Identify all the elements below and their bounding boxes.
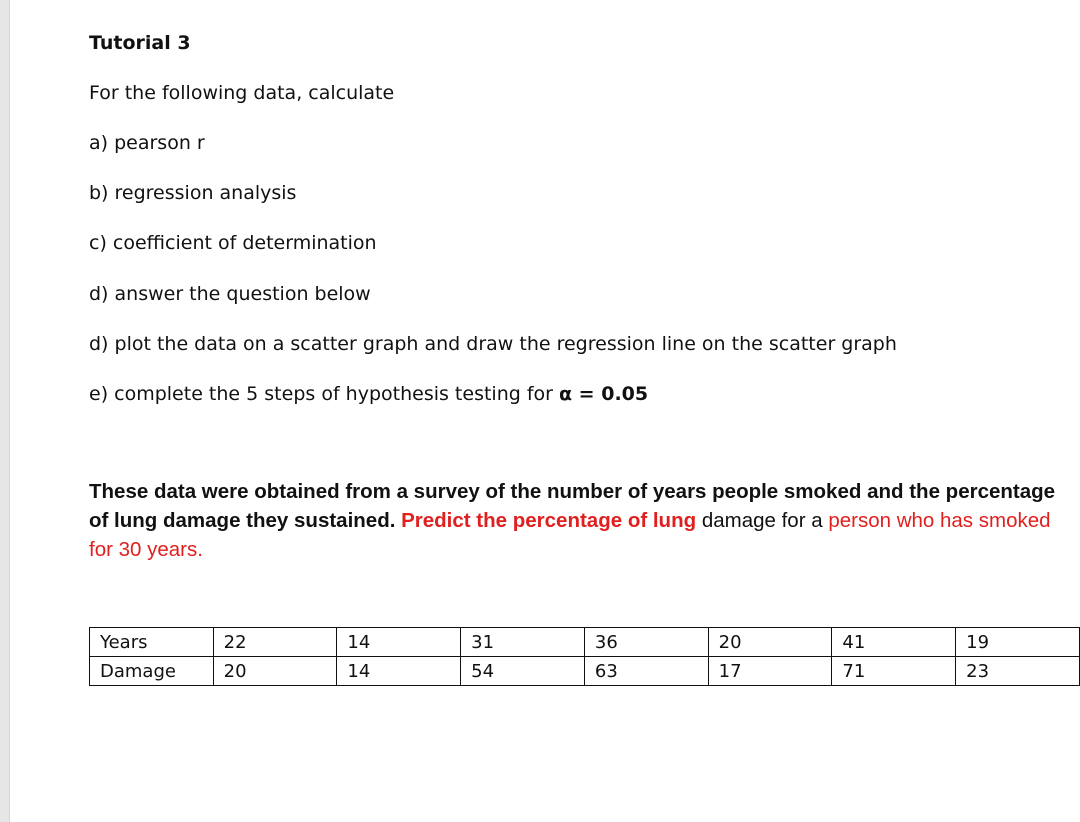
table-cell: 71 [832, 657, 956, 686]
table-cell: 20 [708, 628, 832, 657]
task-a: a) pearson r [89, 132, 205, 154]
table-cell: 22 [213, 628, 337, 657]
document-title: Tutorial 3 [89, 32, 191, 54]
problem-statement: These data were obtained from a survey of the number of years people smoked and the percentage of lung damage they sustained. [89, 480, 1056, 532]
row-label-years: Years [90, 628, 214, 657]
task-c: c) coefficient of determination [89, 232, 377, 254]
table-cell: 17 [708, 657, 832, 686]
table-cell: 23 [956, 657, 1080, 686]
alpha-value: α = 0.05 [559, 383, 649, 405]
table-cell: 31 [461, 628, 585, 657]
table-row-years [90, 628, 1080, 657]
task-d-answer: d) answer the question below [89, 283, 371, 305]
page-edge [0, 0, 10, 822]
table-cell: 14 [337, 628, 461, 657]
prediction-question-end: person who has smoked for 30 years. [89, 509, 1051, 561]
task-b: b) regression analysis [89, 182, 297, 204]
table-cell: 36 [584, 628, 708, 657]
row-label-damage: Damage [90, 657, 214, 686]
table-cell: 19 [956, 628, 1080, 657]
prediction-question-middle: damage for a [701, 509, 829, 532]
table-cell: 14 [337, 657, 461, 686]
task-d-plot: d) plot the data on a scatter graph and draw the regression line on the scatter graph [89, 333, 897, 355]
task-e [89, 382, 648, 406]
problem-paragraph [89, 477, 1074, 564]
intro-text: For the following data, calculate [89, 82, 395, 104]
table-row-damage [90, 657, 1080, 686]
table-cell: 20 [213, 657, 337, 686]
data-table [89, 627, 1080, 686]
table-cell: 63 [584, 657, 708, 686]
task-e-text: e) complete the 5 steps of hypothesis testing for [89, 383, 560, 405]
table-cell: 54 [461, 657, 585, 686]
table-cell: 41 [832, 628, 956, 657]
prediction-question: Predict the percentage of lung [401, 509, 702, 532]
